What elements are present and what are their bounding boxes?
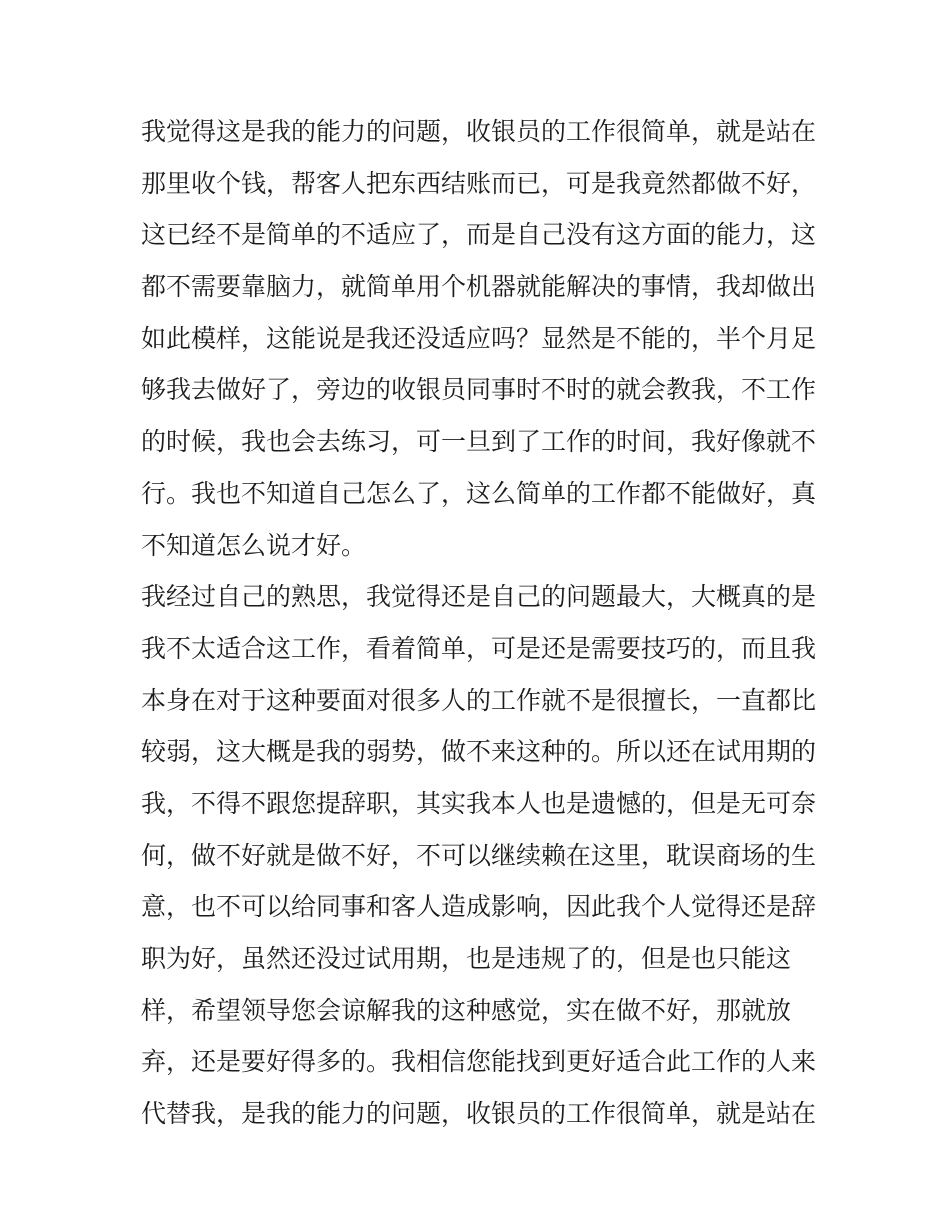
text-line-8: 行。我也不知道自己怎么了，这么简单的工作都不能做好，真 (141, 478, 817, 508)
text-line-10: 我经过自己的熟思，我觉得还是自己的问题最大，大概真的是 (141, 582, 817, 612)
text-line-5: 如此模样，这能说是我还没适应吗？显然是不能的，半个月足 (141, 323, 817, 353)
text-line-3: 这已经不是简单的不适应了，而是自己没有这方面的能力，这 (141, 220, 817, 250)
text-line-14: 我，不得不跟您提辞职，其实我本人也是遗憾的，但是无可奈 (141, 788, 817, 818)
body-text (141, 106, 821, 1140)
text-line-12: 本身在对于这种要面对很多人的工作就不是很擅长，一直都比 (141, 685, 817, 715)
text-line-20: 代替我，是我的能力的问题，收银员的工作很简单，就是站在 (141, 1099, 817, 1129)
text-line-9: 不知道怎么说才好。 (141, 530, 367, 560)
text-line-19: 弃，还是要好得多的。我相信您能找到更好适合此工作的人来 (141, 1047, 817, 1077)
text-line-15: 何，做不好就是做不好，不可以继续赖在这里，耽误商场的生 (141, 840, 817, 870)
text-line-13: 较弱，这大概是我的弱势，做不来这种的。所以还在试用期的 (141, 737, 817, 767)
text-line-2: 那里收个钱，帮客人把东西结账而已，可是我竟然都做不好， (141, 168, 817, 198)
text-line-1: 我觉得这是我的能力的问题，收银员的工作很简单，就是站在 (141, 117, 817, 146)
text-line-6: 够我去做好了，旁边的收银员同事时不时的就会教我，不工作 (141, 375, 817, 405)
text-line-11: 我不太适合这工作，看着简单，可是还是需要技巧的，而且我 (141, 633, 817, 663)
text-line-18: 样，希望领导您会谅解我的这种感觉，实在做不好，那就放 (141, 995, 792, 1025)
text-line-7: 的时候，我也会去练习，可一旦到了工作的时间，我好像就不 (141, 427, 817, 457)
text-line-16: 意，也不可以给同事和客人造成影响，因此我个人觉得还是辞 (141, 892, 817, 922)
text-line-4: 都不需要靠脑力，就简单用个机器就能解决的事情，我却做出 (141, 272, 817, 302)
text-line-17: 职为好，虽然还没过试用期，也是违规了的，但是也只能这 (141, 944, 792, 973)
